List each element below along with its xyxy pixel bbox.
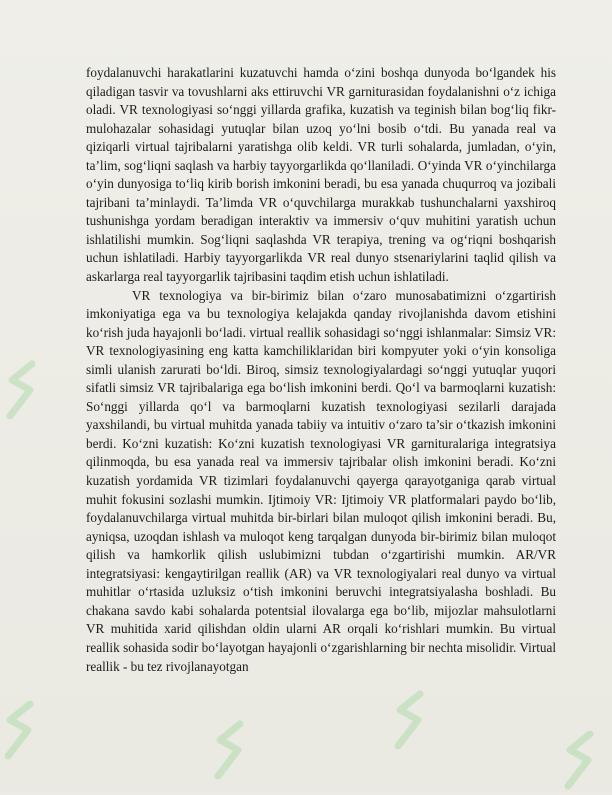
watermark-logo-icon (210, 720, 248, 780)
watermark-logo-icon (390, 690, 428, 750)
watermark-logo-icon (560, 730, 598, 790)
watermark-logo-icon (2, 360, 40, 420)
body-text (86, 64, 556, 676)
paragraph-1: foydalanuvchi harakatlarini kuzatuvchi hamda o‘zini boshqa dunyoda bo‘lgandek his qiladigan tasvir va tovushlarni aks ettiruvchi VR garniturasidan foydalanishni o‘z ichiga oladi. VR texnologiyasi so‘nggi yillarda grafika, kuzatish va teginish bilan bog‘liq fikr-mulohazalar sohasidagi yutuqlar bilan uzoq yo‘lni bosib o‘tdi. Bu yanada real va qiziqarli virtual tajribalarni yaratishga olib keldi. VR turli sohalarda, jumladan, o‘yin, ta’lim, sog‘liqni saqlash va harbiy tayyorgarlikda qo‘llaniladi. O‘yinda VR o‘yinchilarga o‘yin dunyosiga to‘liq kirib borish imkonini beradi, bu esa yanada chuqurroq va jozibali tajribani ta’minlaydi. Ta’limda VR o‘quvchilarga murakkab tushunchalarni yaxshiroq tushunishga yordam beradigan interaktiv va immersiv o‘quv muhitini yaratish uchun ishlatilishi mumkin. Sog‘liqni saqlashda VR terapiya, trening va og‘riqni boshqarish uchun ishlatiladi. Harbiy tayyorgarlikda VR real dunyo stsenariylarini taqlid qilish va askarlarga real tayyorgarlik tajribasini taqdim etish uchun ishlatiladi. (86, 65, 556, 285)
watermark-logo-icon (0, 700, 38, 760)
paragraph-2: VR texnologiya va bir-birimiz bilan o‘zaro munosabatimizni o‘zgartirish imkoniyatiga ega va bu texnologiya kelajakda qanday rivojlanishda davom etishini ko‘rish juda hayajonli bo‘ladi. virtual reallik sohasidagi so‘nggi ishlanmalar: Simsiz VR: VR texnologiyasining eng katta kamchiliklaridan biri kompyuter yoki o‘yin konsoliga simli ulanish zarurati bo‘ldi. Biroq, simsiz texnologiyalardagi so‘nggi yutuqlar yuqori sifatli simsiz VR tajribalariga ega bo‘lish imkonini berdi. Qo‘l va barmoqlarni kuzatish: So‘nggi yillarda qo‘l va barmoqlarni kuzatish texnologiyasi sezilarli darajada yaxshilandi, bu virtual muhitda yanada tabiiy va intuitiv o‘zaro ta’sir o‘tkazish imkonini berdi. Ko‘zni kuzatish: Ko‘zni kuzatish texnologiyasi VR garnituralariga integratsiya qilinmoqda, bu esa yanada real va immersiv tajribalar olish imkonini beradi. Ko‘zni kuzatish yordamida VR tizimlari foydalanuvchi qayerga qarayotganiga qarab virtual muhit fokusini sozlashi mumkin. Ijtimoiy VR: Ijtimoiy VR platformalari paydo bo‘lib, foydalanuvchilarga virtual muhitda bir-birlari bilan muloqot qilish imkonini beradi. Bu, ayniqsa, uzoqdan ishlash va muloqot keng tarqalgan dunyoda bir-birimiz bilan muloqot qilish va hamkorlik qilish uslubimizni tubdan o‘zgartirishi mumkin. AR/VR integratsiyasi: kengaytirilgan reallik (AR) va VR texnologiyalari real dunyo va virtual muhitlar o‘rtasida uzluksiz o‘tish imkonini beruvchi integratsiyalasha boshladi. Bu chakana savdo kabi sohalarda potentsial ilovalarga ega bo‘lib, mijozlar mahsulotlarni VR muhitida xarid qilishdan oldin ularni AR orqali ko‘rishlari mumkin. Bu virtual reallik sohasida sodir bo‘layotgan hayajonli o‘zgarishlarning bir nechta misolidir. Virtual reallik - bu tez rivojlanayotgan (86, 287, 556, 674)
